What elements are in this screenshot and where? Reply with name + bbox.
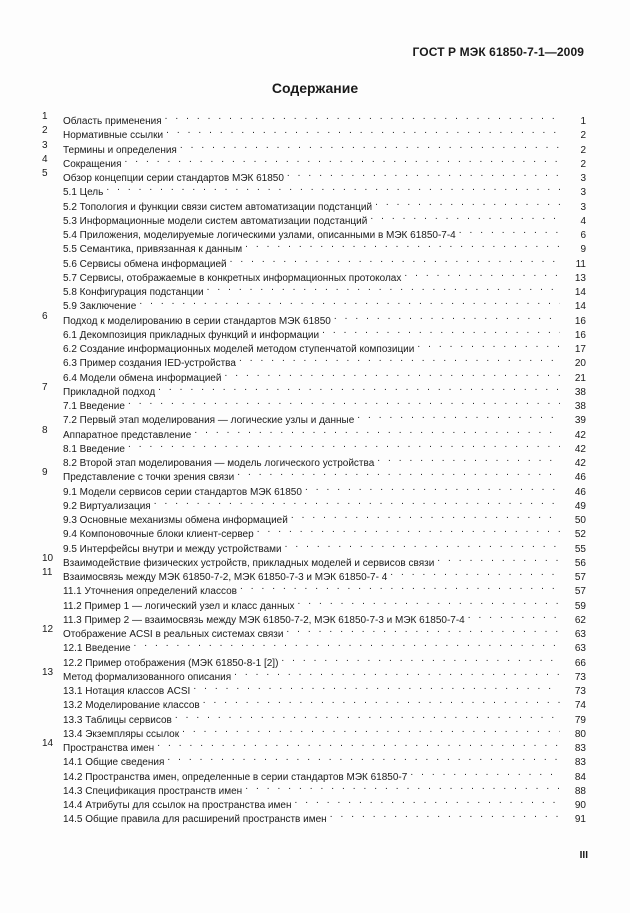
toc-entry-number: 7 — [42, 381, 48, 393]
toc-entry-page: 3 — [580, 173, 586, 184]
toc-entry — [42, 238, 586, 256]
toc-entry-title: 6.2 Создание информационных моделей методом ступенчатой композиции — [63, 344, 415, 355]
toc-entry-title: 9.2 Виртуализация — [63, 500, 151, 512]
toc-entry — [42, 395, 586, 412]
toc-entry-title: Аппаратное представление — [63, 429, 192, 441]
toc-leader-dots — [285, 538, 560, 552]
toc-entry — [42, 466, 586, 484]
toc-entry — [42, 181, 586, 199]
toc-entry-page: 91 — [574, 814, 586, 826]
toc-entry — [42, 153, 586, 170]
toc-entry — [42, 124, 586, 142]
toc-entry — [42, 495, 586, 512]
toc-entry-page: 21 — [574, 372, 586, 384]
toc-leader-dots — [305, 481, 560, 495]
toc-entry-title: 7.1 Введение — [63, 401, 125, 412]
toc-entry-page: 1 — [580, 116, 586, 127]
toc-entry-page: 73 — [574, 686, 586, 697]
toc-leader-dots — [165, 110, 560, 124]
toc-leader-dots — [375, 196, 560, 210]
toc-leader-dots — [257, 523, 560, 537]
toc-entry — [42, 310, 586, 327]
toc-leader-dots — [239, 352, 560, 366]
toc-entry-page: 9 — [580, 244, 586, 256]
toc-entry-title: Метод формализованного описания — [63, 671, 232, 683]
toc-leader-dots — [134, 637, 560, 651]
toc-entry — [42, 367, 586, 384]
toc-entry — [42, 780, 586, 797]
toc-entry-title: Представление с точки зрения связи — [63, 472, 235, 484]
toc-entry-title: 9.3 Основные механизмы обмена информацией — [63, 515, 288, 526]
toc-entry-title: 14.1 Общие сведения — [63, 757, 165, 769]
page-number: III — [579, 850, 588, 861]
toc-leader-dots — [294, 794, 560, 808]
toc-entry-title: 13.3 Таблицы сервисов — [63, 714, 172, 726]
toc-entry — [42, 766, 586, 783]
toc-entry-number: 5 — [42, 168, 48, 179]
toc-entry-title: Пространства имен — [63, 743, 155, 754]
toc-leader-dots — [370, 210, 560, 224]
toc-entry-number: 10 — [42, 552, 54, 564]
toc-entry-page: 84 — [574, 771, 586, 783]
toc-entry — [42, 267, 586, 284]
toc-entry-title: 5.4 Приложения, моделируемые логическими узлами, описанными в МЭК 61850-7-4 — [63, 230, 456, 241]
toc-entry — [42, 281, 586, 298]
toc-entry-title: Взаимосвязь между МЭК 61850-7-2, МЭК 61850-7-3 и МЭК 61850-7- 4 — [63, 572, 388, 583]
toc-entry-title: Термины и определения — [63, 144, 177, 156]
toc-entry — [42, 110, 586, 127]
toc-entry-title: 5.2 Топология и функции связи систем автоматизации подстанций — [63, 201, 373, 213]
toc-entry-title: 14.4 Атрибуты для ссылок на пространства имен — [63, 800, 292, 811]
toc-entry-page: 88 — [574, 785, 586, 797]
toc-entry-title: 11.1 Уточнения определений классов — [63, 586, 237, 598]
toc-entry-page: 90 — [574, 800, 586, 811]
toc-entry-page: 2 — [580, 158, 586, 170]
toc-entry-page: 46 — [574, 486, 586, 498]
toc-entry-page: 16 — [574, 315, 586, 327]
toc-entry — [42, 338, 586, 355]
toc-leader-dots — [175, 709, 560, 723]
toc-entry — [42, 595, 586, 612]
toc-entry-page: 20 — [574, 358, 586, 370]
toc-entry-title: 14.3 Спецификация пространств имен — [63, 785, 243, 797]
toc-entry-page: 50 — [574, 515, 586, 526]
toc-entry-number: 11 — [42, 567, 53, 578]
toc-leader-dots — [154, 495, 560, 509]
toc-entry-page: 42 — [574, 458, 586, 469]
toc-entry — [42, 552, 586, 569]
toc-entry-page: 83 — [574, 743, 586, 754]
toc-entry-title: 6.4 Модели обмена информацией — [63, 372, 222, 384]
toc-leader-dots — [124, 153, 560, 167]
toc-entry-title: 8.1 Введение — [63, 443, 125, 455]
toc-entry-number: 9 — [42, 467, 48, 479]
toc-leader-dots — [330, 808, 560, 822]
toc-entry — [42, 680, 586, 697]
toc-entry — [42, 424, 586, 441]
toc-entry-title: 12.1 Введение — [63, 643, 131, 655]
toc-entry-title: 6.1 Декомпозиция прикладных функций и информации — [63, 329, 320, 341]
toc-entry-title: 9.4 Компоновочные блоки клиент-сервер — [63, 529, 254, 541]
toc-leader-dots — [128, 438, 560, 452]
toc-entry — [42, 666, 586, 683]
toc-leader-dots — [357, 409, 560, 423]
toc-entry-page: 62 — [574, 614, 586, 626]
toc-entry-page: 63 — [574, 643, 586, 655]
toc-entry-page: 14 — [574, 301, 586, 313]
toc-entry-title: 13.2 Моделирование классов — [63, 700, 200, 712]
toc-leader-dots — [167, 751, 560, 765]
toc-entry-title: Нормативные ссылки — [63, 130, 164, 142]
toc-entry-title: 11.2 Пример 1 — логический узел и класс данных — [63, 600, 295, 612]
toc-leader-dots — [128, 395, 560, 409]
toc-entry — [42, 808, 586, 826]
toc-entry-page: 46 — [574, 472, 586, 484]
toc-entry — [42, 509, 586, 526]
toc-entry-title: 6.3 Пример создания IED-устройства — [63, 358, 236, 370]
toc-entry-number: 12 — [42, 624, 54, 635]
toc-leader-dots — [166, 124, 560, 138]
toc-entry-page: 39 — [574, 415, 586, 427]
toc-leader-dots — [139, 295, 560, 309]
toc-leader-dots — [298, 595, 560, 609]
toc-entry — [42, 580, 586, 598]
toc-entry-title: 5.9 Заключение — [63, 301, 137, 313]
toc-entry — [42, 566, 586, 583]
toc-leader-dots — [334, 310, 560, 324]
toc-entry-number: 6 — [42, 310, 48, 322]
toc-entry-title: 5.7 Сервисы, отображаемые в конкретных информационных протоколах — [63, 272, 402, 284]
toc-entry — [42, 196, 586, 213]
toc-entry-number: 4 — [42, 153, 48, 165]
toc-entry-page: 3 — [580, 201, 586, 213]
toc-leader-dots — [230, 253, 560, 267]
toc-entry — [42, 481, 586, 498]
toc-entry-page: 2 — [580, 144, 586, 156]
toc-entry — [42, 452, 586, 469]
toc-entry — [42, 652, 586, 669]
toc-leader-dots — [106, 181, 560, 195]
toc-entry-page: 16 — [574, 329, 586, 341]
toc-leader-dots — [437, 552, 560, 566]
toc-entry — [42, 751, 586, 769]
toc-entry-title: 8.2 Второй этап моделирования — модель логического устройства — [63, 458, 375, 469]
toc-leader-dots — [182, 723, 560, 737]
toc-entry-number: 8 — [42, 424, 48, 436]
toc-leader-dots — [194, 424, 560, 438]
toc-leader-dots — [158, 381, 560, 395]
toc-entry-page: 13 — [574, 272, 586, 284]
toc-entry-page: 57 — [574, 586, 586, 598]
toc-entry — [42, 352, 586, 370]
toc-entry — [42, 538, 586, 555]
toc-entry — [42, 324, 586, 341]
toc-entry-page: 55 — [574, 543, 586, 555]
toc-entry-title: Подход к моделированию в серии стандартов МЭК 61850 — [63, 315, 331, 327]
toc-entry-title: Обзор концепции серии стандартов МЭК 61850 — [63, 173, 284, 184]
toc-entry-title: 13.4 Экземпляры ссылок — [63, 728, 180, 740]
toc-entry — [42, 167, 586, 184]
toc-entry — [42, 409, 586, 427]
toc-entry-page: 74 — [574, 700, 586, 712]
toc-leader-dots — [240, 580, 560, 594]
toc-leader-dots — [404, 267, 560, 281]
toc-leader-dots — [322, 324, 560, 338]
toc-entry-page: 38 — [574, 386, 586, 398]
toc-entry-title: Область применения — [63, 116, 162, 127]
toc-entry-page: 3 — [580, 187, 586, 199]
toc-entry-number: 2 — [42, 125, 48, 137]
toc-entry-title: 5.8 Конфигурация подстанции — [63, 287, 204, 298]
toc-entry-page: 14 — [574, 287, 586, 298]
toc-entry — [42, 737, 586, 754]
toc-entry — [42, 295, 586, 313]
table-of-contents — [42, 110, 586, 826]
toc-entry — [42, 694, 586, 712]
toc-entry-page: 38 — [574, 401, 586, 412]
toc-entry-title: 14.2 Пространства имен, определенные в серии стандартов МЭК 61850-7 — [63, 771, 408, 783]
toc-entry-page: 2 — [580, 130, 586, 142]
toc-entry-page: 57 — [574, 572, 586, 583]
toc-leader-dots — [237, 466, 560, 480]
toc-entry-title: Сокращения — [63, 158, 122, 170]
toc-entry-page: 83 — [574, 757, 586, 769]
toc-leader-dots — [193, 680, 560, 694]
toc-entry-page: 56 — [574, 557, 586, 569]
toc-entry-title: 14.5 Общие правила для расширений пространств имен — [63, 814, 327, 826]
toc-entry — [42, 139, 586, 156]
toc-entry — [42, 609, 586, 626]
toc-entry-title: 5.1 Цель — [63, 187, 104, 199]
toc-entry-number: 14 — [42, 738, 54, 749]
toc-leader-dots — [291, 509, 560, 523]
toc-entry-title: Прикладной подход — [63, 386, 156, 398]
toc-entry-title: 13.1 Нотация классов ACSI — [63, 686, 191, 697]
toc-entry-page: 11 — [575, 258, 586, 270]
toc-entry-title: 5.6 Сервисы обмена информацией — [63, 258, 227, 270]
toc-leader-dots — [207, 281, 560, 295]
toc-leader-dots — [410, 766, 560, 780]
toc-entry-title: 9.1 Модели сервисов серии стандартов МЭК 61850 — [63, 486, 302, 498]
toc-entry — [42, 210, 586, 227]
toc-leader-dots — [180, 139, 560, 153]
toc-entry-page: 4 — [580, 215, 586, 227]
toc-leader-dots — [286, 623, 560, 637]
toc-leader-dots — [459, 224, 560, 238]
toc-leader-dots — [390, 566, 560, 580]
toc-leader-dots — [234, 666, 560, 680]
toc-entry-page: 42 — [574, 429, 586, 441]
toc-entry-page: 79 — [574, 714, 586, 726]
toc-entry — [42, 794, 586, 811]
toc-entry-body — [63, 808, 586, 827]
toc-entry-title: 5.5 Семантика, привязанная к данным — [63, 244, 243, 256]
toc-leader-dots — [377, 452, 560, 466]
toc-entry — [42, 723, 586, 740]
toc-entry-page: 80 — [574, 728, 586, 740]
toc-entry — [42, 253, 586, 270]
toc-leader-dots — [245, 780, 560, 794]
toc-entry-page: 66 — [574, 657, 586, 669]
toc-entry-number: 1 — [42, 111, 48, 122]
toc-entry-page: 17 — [574, 344, 586, 355]
toc-entry — [42, 438, 586, 455]
toc-entry-page: 73 — [574, 671, 586, 683]
toc-entry — [42, 709, 586, 726]
toc-entry-page: 49 — [574, 500, 586, 512]
toc-leader-dots — [417, 338, 560, 352]
toc-leader-dots — [287, 167, 560, 181]
toc-entry-title: Отображение ACSI в реальных системах связи — [63, 629, 284, 640]
toc-leader-dots — [281, 652, 560, 666]
toc-leader-dots — [157, 737, 560, 751]
page-title: Содержание — [271, 80, 359, 96]
toc-entry-page: 52 — [574, 529, 586, 541]
toc-entry — [42, 623, 586, 640]
toc-leader-dots — [203, 694, 560, 708]
document-header: ГОСТ Р МЭК 61850-7-1—2009 — [412, 45, 584, 59]
toc-entry-title: 12.2 Пример отображения (МЭК 61850-8-1 [2]) — [63, 657, 279, 669]
toc-entry-title: 11.3 Пример 2 — взаимосвязь между МЭК 61850-7-2, МЭК 61850-7-3 и МЭК 61850-7-4 — [63, 614, 465, 626]
toc-entry-page: 59 — [574, 600, 586, 612]
toc-entry-number: 3 — [42, 139, 48, 151]
toc-entry-page: 6 — [580, 230, 586, 241]
toc-entry-page: 42 — [574, 443, 586, 455]
toc-entry — [42, 637, 586, 655]
toc-leader-dots — [224, 367, 560, 381]
toc-entry-page: 63 — [574, 629, 586, 640]
toc-entry-title: 7.2 Первый этап моделирования — логические узлы и данные — [63, 415, 355, 427]
toc-entry-title: 5.3 Информационные модели систем автоматизации подстанций — [63, 215, 368, 227]
toc-entry-number: 13 — [42, 666, 54, 678]
toc-leader-dots — [245, 238, 560, 252]
toc-entry — [42, 381, 586, 398]
toc-entry — [42, 224, 586, 241]
toc-entry — [42, 523, 586, 541]
toc-entry-title: 9.5 Интерфейсы внутри и между устройствами — [63, 543, 282, 555]
toc-leader-dots — [468, 609, 560, 623]
toc-entry-title: Взаимодействие физических устройств, прикладных моделей и сервисов связи — [63, 557, 435, 569]
